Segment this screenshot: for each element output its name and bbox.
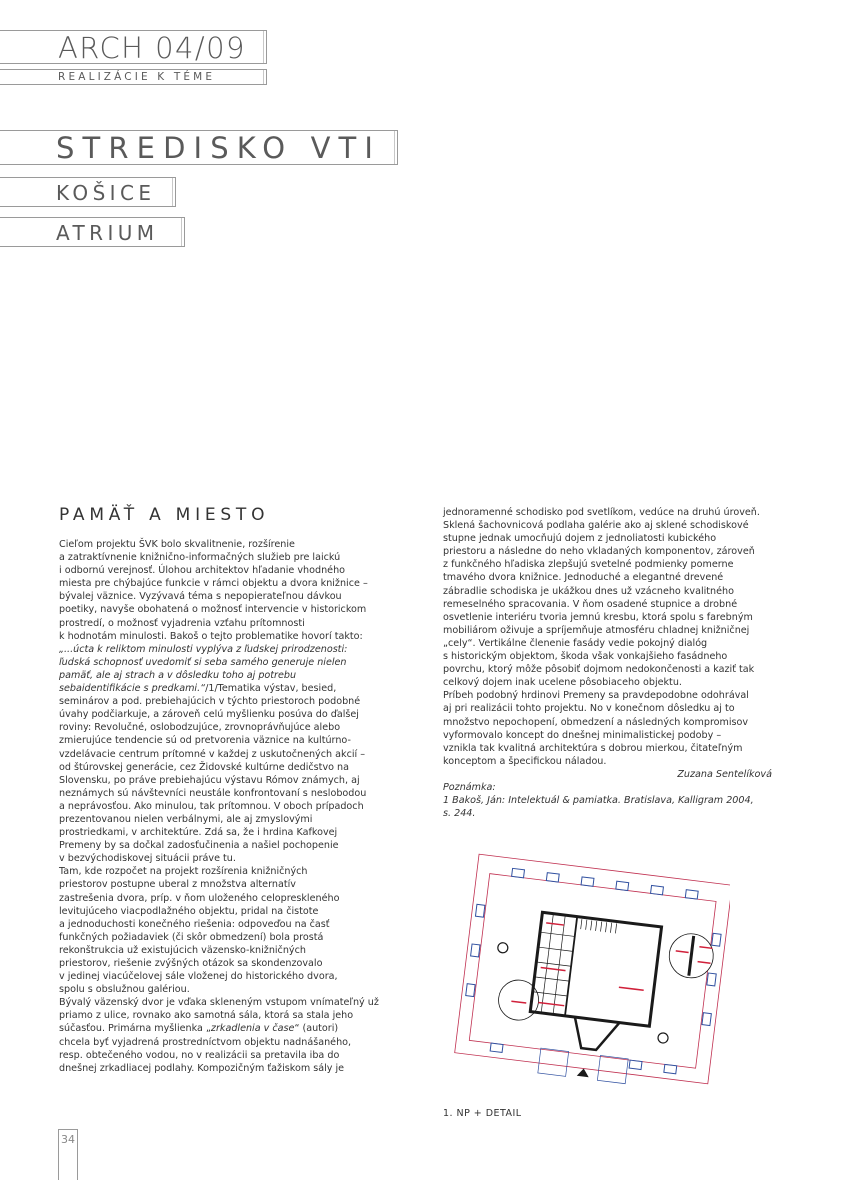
text-line: spolu s obslužnou galériou.: [59, 984, 190, 996]
text-line: tmavého dvora knižnice. Jednoduché a elegantné drevené: [443, 572, 724, 584]
text-line: Sklená šachovnicová podlaha galérie ako aj sklené schodiskové: [443, 520, 749, 532]
quote-line: ľudská schopnosť uvedomiť si seba samého generuje nielen: [59, 656, 347, 668]
note-label: Poznámka:: [443, 781, 496, 793]
plan-entrance-steps: [538, 1048, 628, 1084]
text-line: stupne jednak umocňujú dojem z jednoliatosti kubického: [443, 533, 717, 545]
text-line: s historickým objektom, škoda však vonkajšieho fasádneho: [443, 651, 728, 663]
text-line: Premeny by sa dočkal zadosťučinenia a našiel pochopenie: [59, 840, 339, 852]
text-line: neznámych sú návštevníci neustále konfrontovaní s neslobodou: [59, 787, 367, 799]
floor-plan-drawing: [440, 848, 730, 1103]
plan-window: [471, 944, 480, 957]
text-line: priamo z ulice, rovnako ako samotná sála, ktorá sa stala jeho: [59, 1010, 354, 1022]
text-line: povrchu, ktorý môže pôsobiť dojmom nedokončenosti a kaziť tak: [443, 664, 755, 676]
text-line: bývalej väznice. Vyzývavá téma s nepopierateľnou dávkou: [59, 591, 342, 603]
city-label: KOŠICE: [0, 177, 176, 207]
text-line: a neprávosťou. Ako minulou, tak prítomnou. V oboch prípadoch: [59, 800, 364, 812]
text-line: [59, 682, 424, 695]
text-line: rekonštrukcia už existujúcich väzensko-knižničných: [59, 944, 306, 956]
quote-line: „...úcta k reliktom minulosti vyplýva z ľudskej prirodzenosti:: [59, 643, 348, 655]
text-line: jednoramenné schodisko pod svetlíkom, vedúce na druhú úroveň.: [443, 507, 760, 518]
text-line: remeselného spracovania. V ňom osadené stupnice a drobné: [443, 598, 738, 610]
text-line: Cieľom projektu ŠVK bolo skvalitnenie, rozšírenie: [59, 539, 295, 550]
text-line: levitujúceho viacpodlažného objektu, pridal na čistote: [59, 905, 319, 917]
quote-end: sebaidentifikácie s predkami.“: [59, 683, 206, 695]
text-line: celkový dojem inak ucelene pôsobiaceho objektu.: [443, 677, 682, 689]
text-line: k hodnotám minulosti. Bakoš o tejto problematike hovorí takto:: [59, 630, 363, 642]
text-line: osvetlenie interiéru tvoria jemnú kresbu, ktorá spolu s farebným: [443, 611, 753, 623]
plan-window: [616, 881, 629, 890]
text-line: i odbornú verejnosť. Úlohou architektov hľadanie vhodného: [59, 565, 346, 577]
plan-window: [629, 1060, 642, 1069]
text-line: zmierujúce tendencie sú od pretvorenia väznice na kultúrno-: [59, 735, 351, 747]
text-line: priestorov postupne uberal z množstva alternatív: [59, 879, 296, 891]
italic-phrase: zrkadlenia v čase: [210, 1023, 295, 1035]
text-line: dnešnej zrkadliacej podlahy. Kompozičným ťažiskom sály je: [59, 1062, 345, 1074]
text-line: množstvo nepochopení, obmedzení a následných kompromisov: [443, 716, 749, 728]
plan-window: [651, 885, 664, 894]
plan-window: [702, 1013, 711, 1026]
page-number: 34: [58, 1129, 78, 1180]
article-title: STREDISKO VTI: [0, 130, 398, 165]
plan-window: [466, 984, 475, 997]
text-line: prostriedkami, v architektúre. Zdá sa, že i hrdina Kafkovej: [59, 827, 338, 839]
text-line: zastrešenia dvora, príp. v ňom uloženého celopreskleného: [59, 892, 340, 904]
text-line: v bezvýchodiskovej situácii práve tu.: [59, 853, 236, 865]
text-line: Slovensku, po práve prebiehajúcu výstavu Rómov známych, aj: [59, 774, 360, 786]
plan-column: [657, 1032, 668, 1043]
text-line: Tam, kde rozpočet na projekt rozšírenia knižničných: [59, 866, 308, 878]
plan-window: [707, 973, 716, 986]
citation-continuation: /1/Tematika výstav, besied,: [205, 683, 337, 695]
text-line: vzdelávacie centrum prítomné v každej z uskutočnených akcií –: [59, 748, 366, 760]
text-line: prezentovanou nielen verbálnymi, ale aj zmyslovými: [59, 813, 313, 825]
text-line: aj pri realizácii tohto projektu. No v konečnom dôsledku aj to: [443, 703, 735, 715]
note-reference: 1 Bakoš, Ján: Intelektuál & pamiatka. Bratislava, Kalligram 2004,: [443, 795, 754, 807]
text-line: z funkčného hľadiska zlepšujú svetelné podmienky pomerne: [443, 559, 734, 571]
magazine-issue-label: ARCH 04/09: [0, 30, 267, 64]
section-label: REALIZÁCIE K TÉME: [0, 69, 267, 85]
text-column-right: [443, 506, 788, 820]
text-line: priestorov, riešenie zvýšných otázok sa skondenzovalo: [59, 958, 323, 969]
plan-window: [581, 877, 594, 886]
architect-label: ATRIUM: [0, 217, 185, 247]
text-line: miesta pre chýbajúce funkcie v rámci objektu a dvora knižnice –: [59, 578, 368, 590]
text-line: od štúrovskej generácie, cez Židovské kultúrne dedičstvo na: [59, 761, 349, 773]
text-line: mobiliárom oživuje a spríjemňuje atmosféru chladnej knižničnej: [443, 624, 750, 636]
quote-line: pamäť, ale aj strach a v dôsledku toho aj potrebu: [59, 669, 297, 681]
plan-window: [546, 873, 559, 882]
text-fragment: súčasťou. Primárna myšlienka „: [59, 1023, 211, 1035]
plan-window: [664, 1064, 677, 1073]
text-line: vznikla tak kvalitná architektúra s dobrou mierkou, čitateľným: [443, 742, 743, 754]
author-signature: Zuzana Sentelíková: [677, 768, 772, 780]
plan-window: [512, 868, 525, 877]
text-line: [59, 1022, 424, 1035]
plan-window: [490, 1043, 503, 1052]
text-line: chcela byť vyjadrená prostredníctvom objektu nadnášaného,: [59, 1036, 352, 1048]
text-line: priestoru a následne do neho vkladaných komponentov, zároveň: [443, 546, 755, 558]
figure-caption: 1. NP + DETAIL: [443, 1108, 522, 1119]
text-line: roviny: Revolučné, oslobodzujúce, zrovnoprávňujúce alebo: [59, 722, 341, 734]
text-line: a zatraktívnenie knižnično-informačných služieb pre laickú: [59, 552, 341, 564]
text-column-left: [59, 538, 424, 1075]
text-line: funkčných požiadaviek (či skôr obmedzení) bola prostá: [59, 931, 324, 943]
text-line: a jednoduchosti konečného riešenia: odpoveďou na časť: [59, 918, 330, 930]
text-line: resp. obtečeného vodou, no v realizácii sa pretavila iba do: [59, 1049, 340, 1061]
text-line: v jedinej viacúčelovej sále vloženej do historického dvora,: [59, 971, 338, 983]
text-line: zábradlie schodiska je ukážkou dnes už vzácneho kvalitného: [443, 585, 734, 597]
text-line: poetiky, navyše obohatená o možnosť intervencie v historickom: [59, 604, 367, 616]
text-line: konceptom a špecifickou náladou.: [443, 755, 607, 767]
text-line: seminárov a pod. prebiehajúcich v týchto priestoroch podobné: [59, 696, 361, 708]
plan-column: [497, 942, 508, 953]
plan-window: [475, 904, 484, 917]
text-line: úvahy podčiarkuje, a zároveň celú myšlienku posúva do ďalšej: [59, 709, 359, 721]
text-fragment: “ (autori): [294, 1023, 339, 1035]
text-line: Príbeh podobný hrdinovi Premeny sa pravdepodobne odohrával: [443, 690, 749, 702]
plan-window: [685, 890, 698, 899]
text-line: vyformovalo koncept do dnešnej minimalistickej podoby –: [443, 729, 722, 741]
plan-window: [712, 933, 721, 946]
text-line: Bývalý väzenský dvor je vďaka skleneným vstupom vnímateľný už: [59, 997, 379, 1009]
text-line: „cely“. Vertikálne členenie fasády vedie pokojný dialóg: [443, 637, 708, 649]
section-heading: PAMÄŤ A MIESTO: [59, 505, 270, 525]
note-reference-page: s. 244.: [443, 808, 476, 820]
text-line: prostredí, o možnosť vyjadrenia vzťahu prítomnosti: [59, 617, 305, 629]
